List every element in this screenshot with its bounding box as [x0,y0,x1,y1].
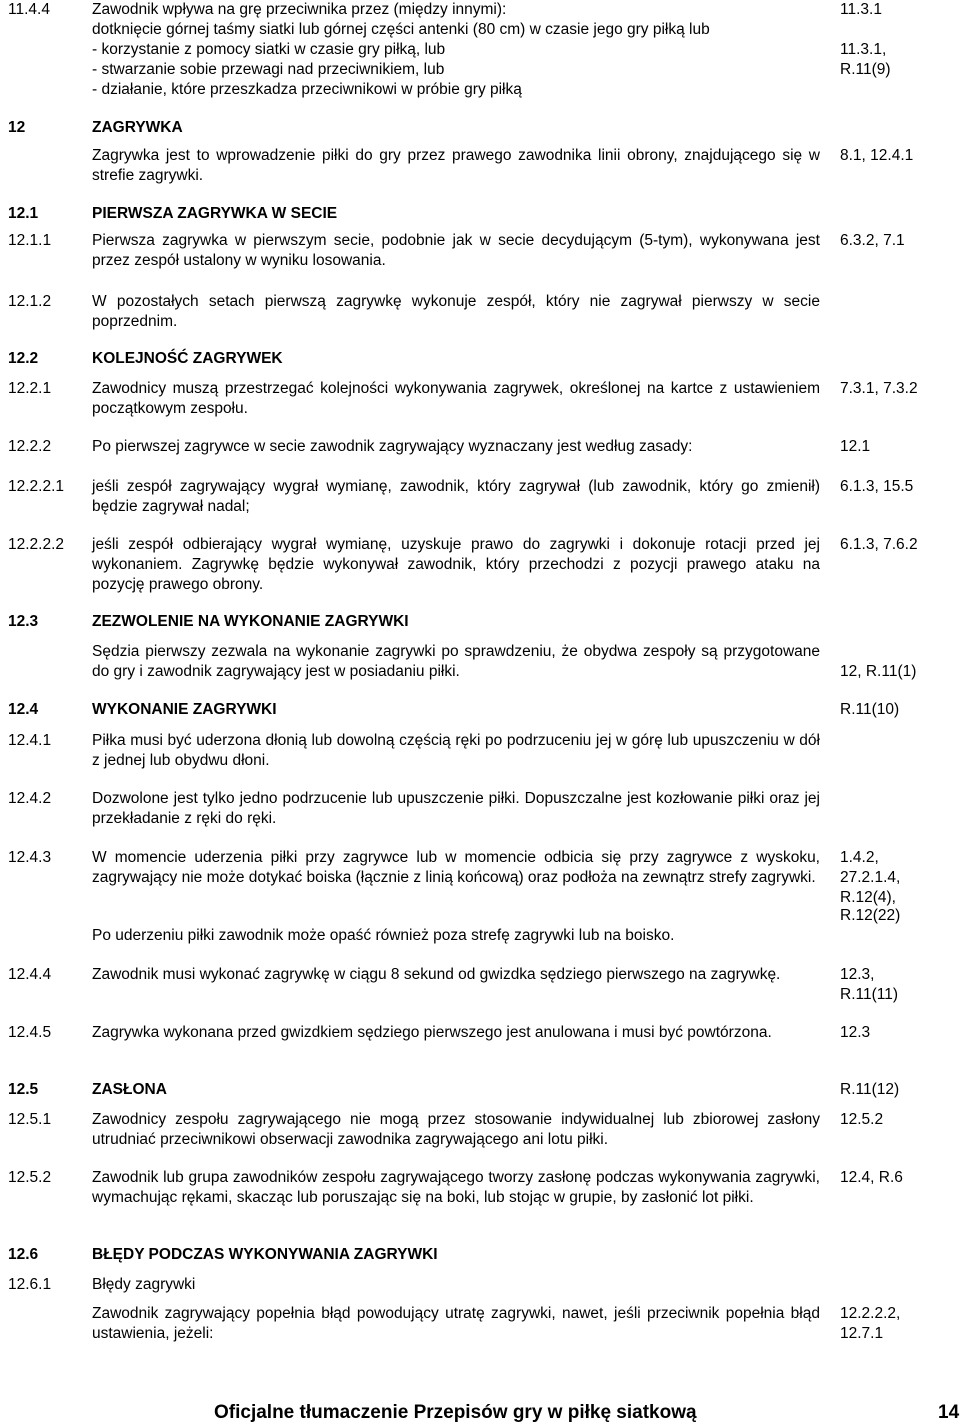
cross-reference: R.11(12) [840,1081,900,1098]
rule-text [92,0,820,100]
rule-text: W momencie uderzenia piłki przy zagrywce lub w momencie odbicia się przy zagrywce z wyskoku, zagrywający nie może dotykać boiska (łącznie z linią końcową) oraz podłoża na zewnątrz strefy zagrywki. [92,849,820,886]
section-number: 12 [8,119,26,136]
cross-reference: 7.3.1, 7.3.2 [840,380,918,397]
section-title: ZASŁONA [92,1081,167,1098]
cross-reference: R.11(11) [840,986,899,1003]
rule-text: Zawodnicy muszą przestrzegać kolejności wykonywania zagrywek, określonej na kartce z ustawieniem początkowym zespołu. [92,380,820,417]
section-number: 12.1 [8,205,39,222]
section-title: WYKONANIE ZAGRYWKI [92,701,277,718]
rule-text: Zawodnik zagrywający popełnia błąd powodujący utratę zagrywki, nawet, jeśli przeciwnik popełnia błąd ustawienia, jeżeli: [92,1305,820,1342]
cross-reference: 12.7.1 [840,1325,884,1342]
rule-number: 12.4.3 [8,849,52,866]
section-intro: Zagrywka jest to wprowadzenie piłki do gry przez prawego zawodnika linii obrony, znajdującego się w strefie zagrywki. [92,147,820,184]
rule-line: - działanie, które przeszkadza przeciwnikowi w próbie gry piłką [92,81,522,98]
section-number: 12.6 [8,1246,39,1263]
rule-number: 12.2.2.1 [8,478,65,495]
rule-number: 12.4.5 [8,1024,52,1041]
cross-reference: 12.3, [840,966,875,983]
section-body: Sędzia pierwszy zezwala na wykonanie zagrywki po sprawdzeniu, że obydwa zespoły są przygotowane do gry i zawodnik zagrywający jest w posiadaniu piłki. [92,643,820,680]
rule-number: 12.1.1 [8,232,52,249]
section-title: ZAGRYWKA [92,119,183,136]
cross-reference: R.11(10) [840,701,900,718]
rule-line: - stwarzanie sobie przewagi nad przeciwnikiem, lub [92,61,445,78]
rule-number: 11.4.4 [8,1,50,18]
section-number: 12.5 [8,1081,39,1098]
cross-reference: 12.2.2.2, [840,1305,901,1322]
rule-number: 12.4.4 [8,966,52,983]
section-number: 12.3 [8,613,39,630]
rule-line: dotknięcie górnej taśmy siatki lub górnej części antenki (80 cm) w czasie jego gry piłką lub [92,21,710,38]
rule-number: 12.2.1 [8,380,52,397]
section-title: PIERWSZA ZAGRYWKA W SECIE [92,205,338,222]
rule-text: Po uderzeniu piłki zawodnik może opaść również poza strefę zagrywki lub na boisko. [92,927,675,944]
rule-number: 12.4.1 [8,732,52,749]
footer-title: Oficjalne tłumaczenie Przepisów gry w piłkę siatkową [214,1402,697,1423]
section-title: KOLEJNOŚĆ ZAGRYWEK [92,350,283,367]
cross-reference: 12.3 [840,1024,871,1041]
rule-text: jeśli zespół odbierający wygrał wymianę, uzyskuje prawo do zagrywki i dokonuje rotacji przed jej wykonaniem. Zagrywkę będzie wykonywał zawodnik, który przechodzi z pozycji prawego ataku na pozycję prawego obrony. [92,536,820,593]
section-number: 12.4 [8,701,39,718]
cross-reference: 12, R.11(1) [840,663,917,680]
rule-text: jeśli zespół zagrywający wygrał wymianę, zawodnik, który zagrywał (lub zawodnik, który go zmienił) będzie zagrywał nadal; [92,478,820,515]
rule-number: 12.4.2 [8,790,52,807]
rule-text: Po pierwszej zagrywce w secie zawodnik zagrywający wyznaczany jest według zasady: [92,438,693,455]
rule-text: Zagrywka wykonana przed gwizdkiem sędziego pierwszego jest anulowana i musi być powtórzona. [92,1024,772,1041]
rule-number: 12.5.1 [8,1111,52,1128]
cross-reference: 27.2.1.4, [840,869,901,886]
cross-reference: R.11(9) [840,61,891,78]
cross-reference: R.12(4), [840,889,896,906]
section-number: 12.2 [8,350,39,367]
cross-reference: 12.4, R.6 [840,1169,903,1186]
rule-line: Zawodnik wpływa na grę przeciwnika przez (między innymi): [92,1,507,18]
page-number: 14 [938,1402,960,1423]
rule-text: Pierwsza zagrywka w pierwszym secie, podobnie jak w secie decydującym (5-tym), wykonywana jest przez zespół ustalony w wyniku losowania. [92,232,820,269]
rule-text: Dozwolone jest tylko jedno podrzucenie lub upuszczenie piłki. Dopuszczalne jest kozłowanie piłki oraz jej przekładanie z ręki do ręki. [92,790,820,827]
rule-text: Zawodnik lub grupa zawodników zespołu zagrywającego tworzy zasłonę podczas wykonywania zagrywki, wymachując rękami, skacząc lub poruszając się na boki, lub stojąc w grupie, by zasłonić lot piłki. [92,1169,820,1206]
rule-title: Błędy zagrywki [92,1276,196,1293]
rule-number: 12.6.1 [8,1276,52,1293]
rule-line: - korzystanie z pomocy siatki w czasie gry piłką, lub [92,41,446,58]
section-title: ZEZWOLENIE NA WYKONANIE ZAGRYWKI [92,613,409,630]
cross-reference: 1.4.2, [840,849,879,866]
rule-number: 12.2.2 [8,438,52,455]
cross-reference: 11.3.1, [840,41,887,58]
rule-text: Zawodnik musi wykonać zagrywkę w ciągu 8 sekund od gwizdka sędziego pierwszego na zagrywkę. [92,966,781,983]
cross-reference: 6.1.3, 15.5 [840,478,914,495]
cross-reference: 8.1, 12.4.1 [840,147,914,164]
section-title: BŁĘDY PODCZAS WYKONYWANIA ZAGRYWKI [92,1246,438,1263]
cross-reference: 12.5.2 [840,1111,884,1128]
rule-text: Zawodnicy zespołu zagrywającego nie mogą przez stosowanie indywidualnej lub zbiorowej zasłony utrudniać przeciwnikowi obserwacji zawodnika zagrywającego ani lotu piłki. [92,1111,820,1148]
cross-reference: 6.3.2, 7.1 [840,232,905,249]
cross-reference: 12.1 [840,438,871,455]
rule-number: 12.1.2 [8,293,52,310]
rule-number: 12.2.2.2 [8,536,65,553]
rule-text: Piłka musi być uderzona dłonią lub dowolną częścią ręki po podrzuceniu jej w górę lub upuszczeniu w dół z jednej lub obydwu dłoni. [92,732,820,769]
cross-reference: 6.1.3, 7.6.2 [840,536,918,553]
cross-reference: 11.3.1 [840,1,882,18]
rule-number: 12.5.2 [8,1169,52,1186]
rule-text: W pozostałych setach pierwszą zagrywkę wykonuje zespół, który nie zagrywał pierwszy w secie poprzednim. [92,293,820,330]
cross-reference: R.12(22) [840,907,901,924]
